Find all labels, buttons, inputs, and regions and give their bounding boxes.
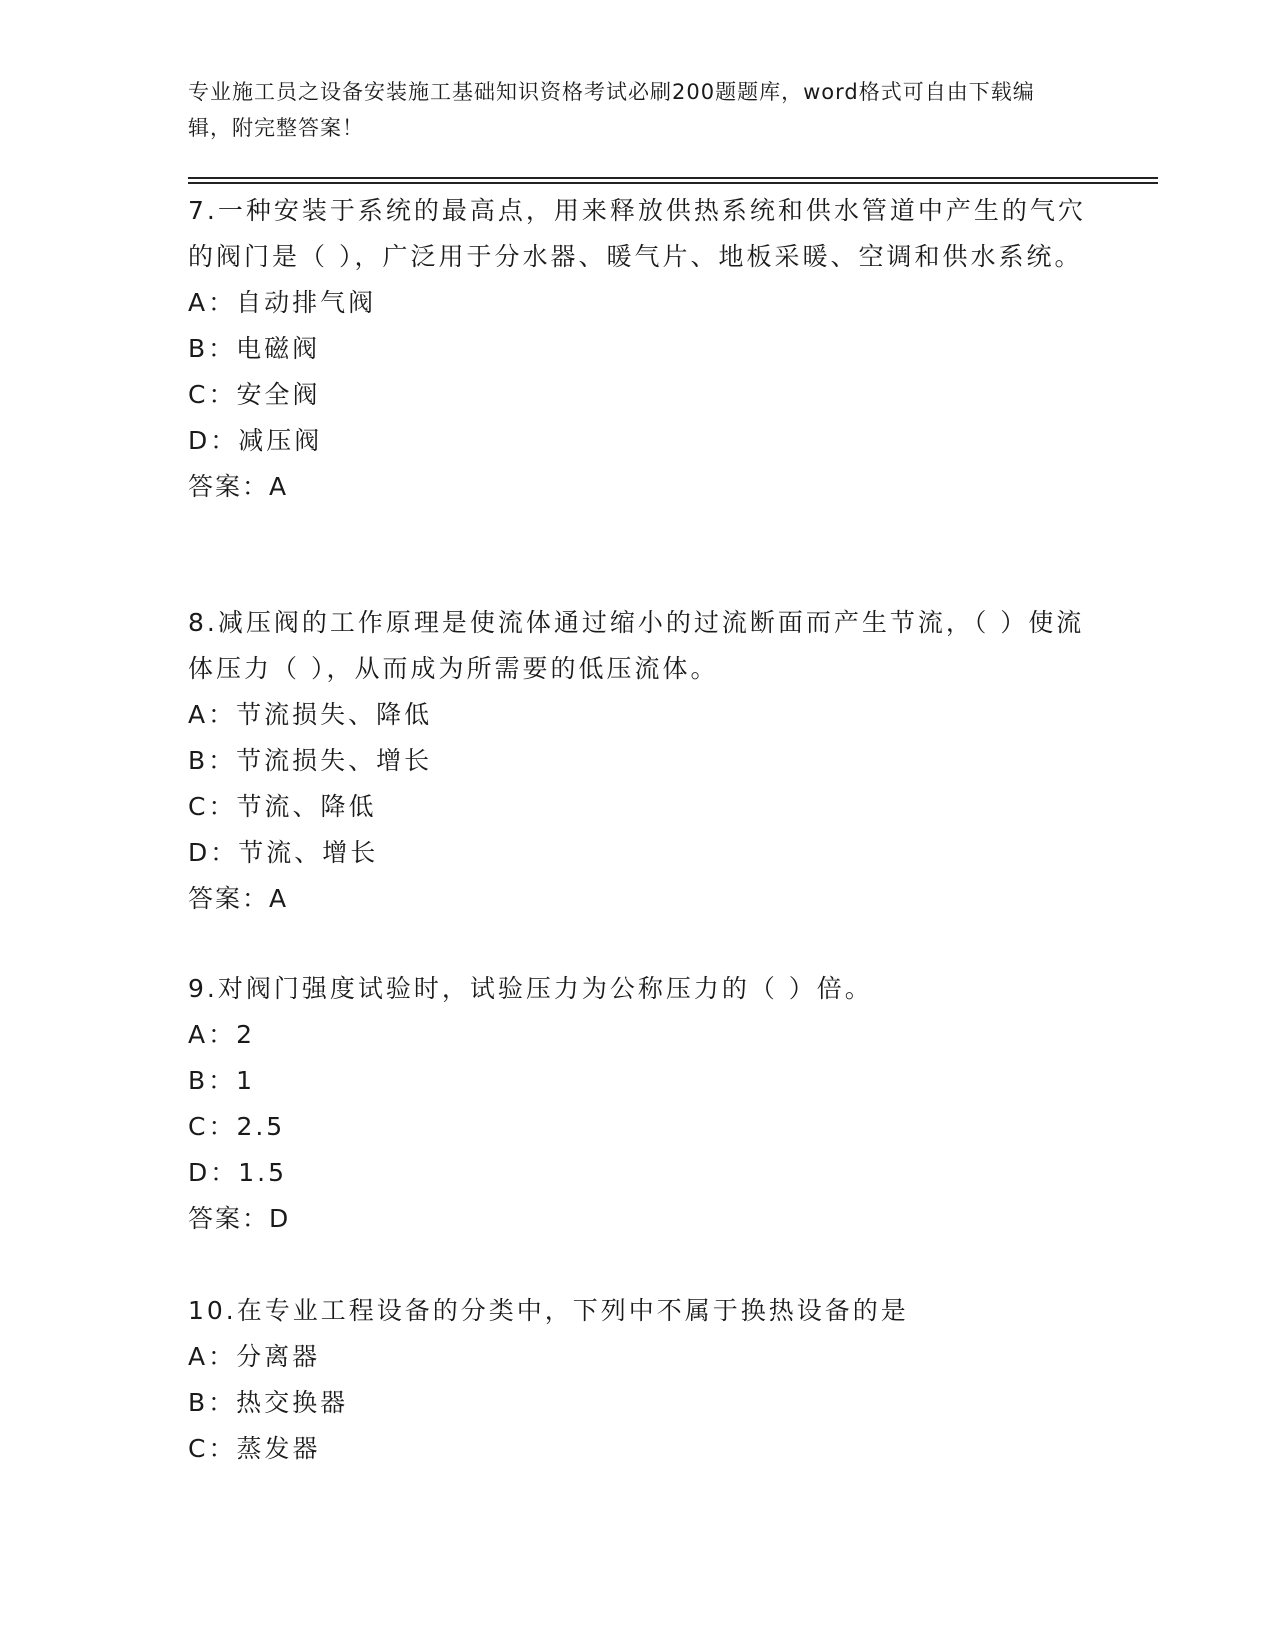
question-stem: 7.一种安装于系统的最高点，用来释放供热系统和供水管道中产生的气穴的阀门是（ ），广泛用于分水器、暖气片、地板采暖、空调和供水系统。 bbox=[188, 196, 1086, 271]
option-c: C：节流、降低 bbox=[188, 792, 377, 821]
option-b: B：1 bbox=[188, 1066, 256, 1095]
answer: 答案：A bbox=[188, 884, 289, 913]
option-c: C：2.5 bbox=[188, 1112, 286, 1141]
question-stem: 9.对阀门强度试验时，试验压力为公称压力的（ ）倍。 bbox=[188, 974, 873, 1003]
answer: 答案：A bbox=[188, 472, 289, 501]
option-d: D：1.5 bbox=[188, 1158, 288, 1187]
answer: 答案：D bbox=[188, 1204, 291, 1233]
option-a: A：自动排气阀 bbox=[188, 288, 377, 317]
option-d: D：减压阀 bbox=[188, 426, 323, 455]
question-8 bbox=[188, 600, 1088, 922]
header-divider-bottom bbox=[188, 182, 1158, 184]
question-stem: 8.减压阀的工作原理是使流体通过缩小的过流断面而产生节流，（ ）使流体压力（ ），从而成为所需要的低压流体。 bbox=[188, 608, 1085, 683]
option-b: B：热交换器 bbox=[188, 1388, 349, 1417]
question-stem: 10.在专业工程设备的分类中，下列中不属于换热设备的是 bbox=[188, 1296, 909, 1325]
header-divider-top bbox=[188, 177, 1158, 179]
option-a: A：2 bbox=[188, 1020, 256, 1049]
option-c: C：蒸发器 bbox=[188, 1434, 321, 1463]
option-a: A：节流损失、降低 bbox=[188, 700, 433, 729]
question-9 bbox=[188, 966, 1088, 1242]
option-b: B：节流损失、增长 bbox=[188, 746, 433, 775]
option-c: C：安全阀 bbox=[188, 380, 321, 409]
option-d: D：节流、增长 bbox=[188, 838, 379, 867]
question-10 bbox=[188, 1288, 1088, 1472]
question-7 bbox=[188, 188, 1088, 510]
option-b: B：电磁阀 bbox=[188, 334, 321, 363]
option-a: A：分离器 bbox=[188, 1342, 321, 1371]
document-header: 专业施工员之设备安装施工基础知识资格考试必刷200题题库，word格式可自由下载编辑，附完整答案！ bbox=[188, 80, 1035, 140]
